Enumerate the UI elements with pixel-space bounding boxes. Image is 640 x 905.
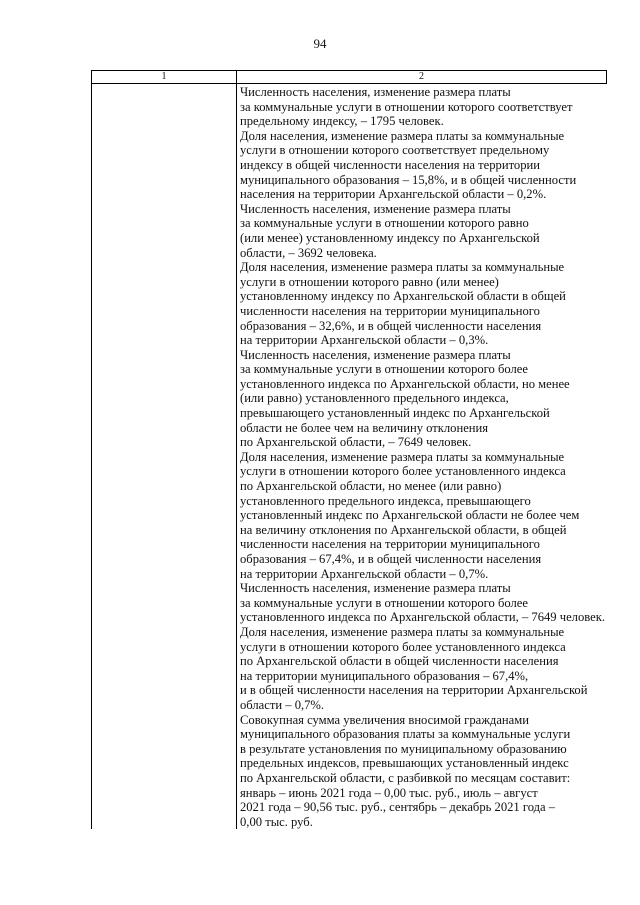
text-line: Доля населения, изменение размера платы за коммунальные bbox=[240, 128, 565, 143]
text-line: области не более чем на величину отклонения bbox=[240, 420, 489, 435]
text-line: установленного индекса по Архангельской области, – 7649 человек. bbox=[240, 610, 605, 625]
text-line: предельных индексов, превышающих установленный индекс bbox=[240, 756, 569, 771]
text-line: на величину отклонения по Архангельской области, в общей bbox=[240, 522, 567, 537]
text-line: области, – 3692 человека. bbox=[240, 245, 377, 260]
text-line: установленный индекс по Архангельской области не более чем bbox=[240, 508, 580, 523]
table-row bbox=[92, 84, 607, 830]
text-line: январь – июнь 2021 года – 0,00 тыс. руб., июль – август bbox=[240, 785, 538, 800]
text-line: за коммунальные услуги в отношении которого равно bbox=[240, 216, 529, 231]
text-line: и в общей численности населения на территории Архангельской bbox=[240, 683, 588, 698]
text-line: области – 0,7%. bbox=[240, 697, 325, 712]
text-line: образования – 32,6%, и в общей численности населения bbox=[240, 318, 542, 333]
text-line: Доля населения, изменение размера платы за коммунальные bbox=[240, 624, 565, 639]
text-line: муниципального образования платы за коммунальные услуги bbox=[240, 727, 571, 742]
document-table bbox=[91, 70, 607, 829]
text-line: Численность населения, изменение размера платы bbox=[240, 347, 511, 362]
text-line: Численность населения, изменение размера платы bbox=[240, 581, 511, 596]
text-line: за коммунальные услуги в отношении которого соответствует bbox=[240, 99, 573, 114]
text-line: Доля населения, изменение размера платы за коммунальные bbox=[240, 260, 565, 275]
text-line: (или равно) установленного предельного индекса, bbox=[240, 391, 509, 406]
text-line: установленному индексу по Архангельской области в общей bbox=[240, 289, 566, 304]
text-line: по Архангельской области в общей численности населения bbox=[240, 654, 559, 669]
column-header-2: 2 bbox=[237, 71, 607, 84]
table-header-row bbox=[92, 71, 607, 84]
text-line: установленного индекса по Архангельской области, но менее bbox=[240, 376, 570, 391]
text-line: индексу в общей численности населения на территории bbox=[240, 157, 541, 172]
text-line: на территории Архангельской области – 0,3%. bbox=[240, 333, 489, 348]
text-line: образования – 67,4%, и в общей численности населения bbox=[240, 552, 542, 566]
text-line: численности населения на территории муниципального bbox=[240, 303, 540, 318]
page-number: 94 bbox=[313, 36, 327, 51]
text-line: Численность населения, изменение размера платы bbox=[240, 201, 511, 216]
text-line: услуги в отношении которого равно (или менее) bbox=[240, 274, 499, 289]
text-line: Численность населения, изменение размера платы bbox=[240, 85, 511, 99]
text-line: Совокупная сумма увеличения вносимой гражданами bbox=[240, 712, 529, 727]
text-line: 0,00 тыс. руб. bbox=[240, 814, 313, 829]
text-line: в результате установления по муниципальному образованию bbox=[240, 741, 567, 756]
text-line: на территории муниципального образования – 67,4%, bbox=[240, 668, 529, 683]
column-header-1: 1 bbox=[92, 71, 237, 84]
table-cell-column-1 bbox=[92, 84, 237, 830]
text-line: услуги в отношении которого более установленного индекса bbox=[240, 464, 566, 479]
table-cell-column-2 bbox=[237, 84, 607, 830]
text-line: по Архангельской области, с разбивкой по месяцам составит: bbox=[240, 770, 571, 785]
text-line: Доля населения, изменение размера платы за коммунальные bbox=[240, 449, 565, 464]
text-line: на территории Архангельской области – 0,7%. bbox=[240, 566, 489, 581]
text-line: установленного предельного индекса, превышающего bbox=[240, 493, 531, 508]
text-line: услуги в отношении которого более установленного индекса bbox=[240, 639, 566, 654]
text-line: по Архангельской области, – 7649 человек. bbox=[240, 435, 472, 450]
text-line: предельному индексу, – 1795 человек. bbox=[240, 114, 444, 129]
text-line: населения на территории Архангельской области – 0,2%. bbox=[240, 187, 547, 202]
cell-text bbox=[237, 84, 607, 829]
text-line: муниципального образования – 15,8%, и в общей численности bbox=[240, 172, 577, 187]
text-line: превышающего установленный индекс по Архангельской bbox=[240, 406, 550, 421]
text-line: услуги в отношении которого соответствует предельному bbox=[240, 143, 550, 158]
text-line: за коммунальные услуги в отношении которого более bbox=[240, 362, 528, 377]
text-line: по Архангельской области, но менее (или равно) bbox=[240, 479, 502, 494]
text-line: за коммунальные услуги в отношении которого более bbox=[240, 595, 528, 610]
text-line: 2021 года – 90,56 тыс. руб., сентябрь – декабрь 2021 года – bbox=[240, 800, 556, 815]
text-line: численности населения на территории муниципального bbox=[240, 537, 540, 552]
text-line: (или менее) установленному индексу по Архангельской bbox=[240, 230, 540, 245]
